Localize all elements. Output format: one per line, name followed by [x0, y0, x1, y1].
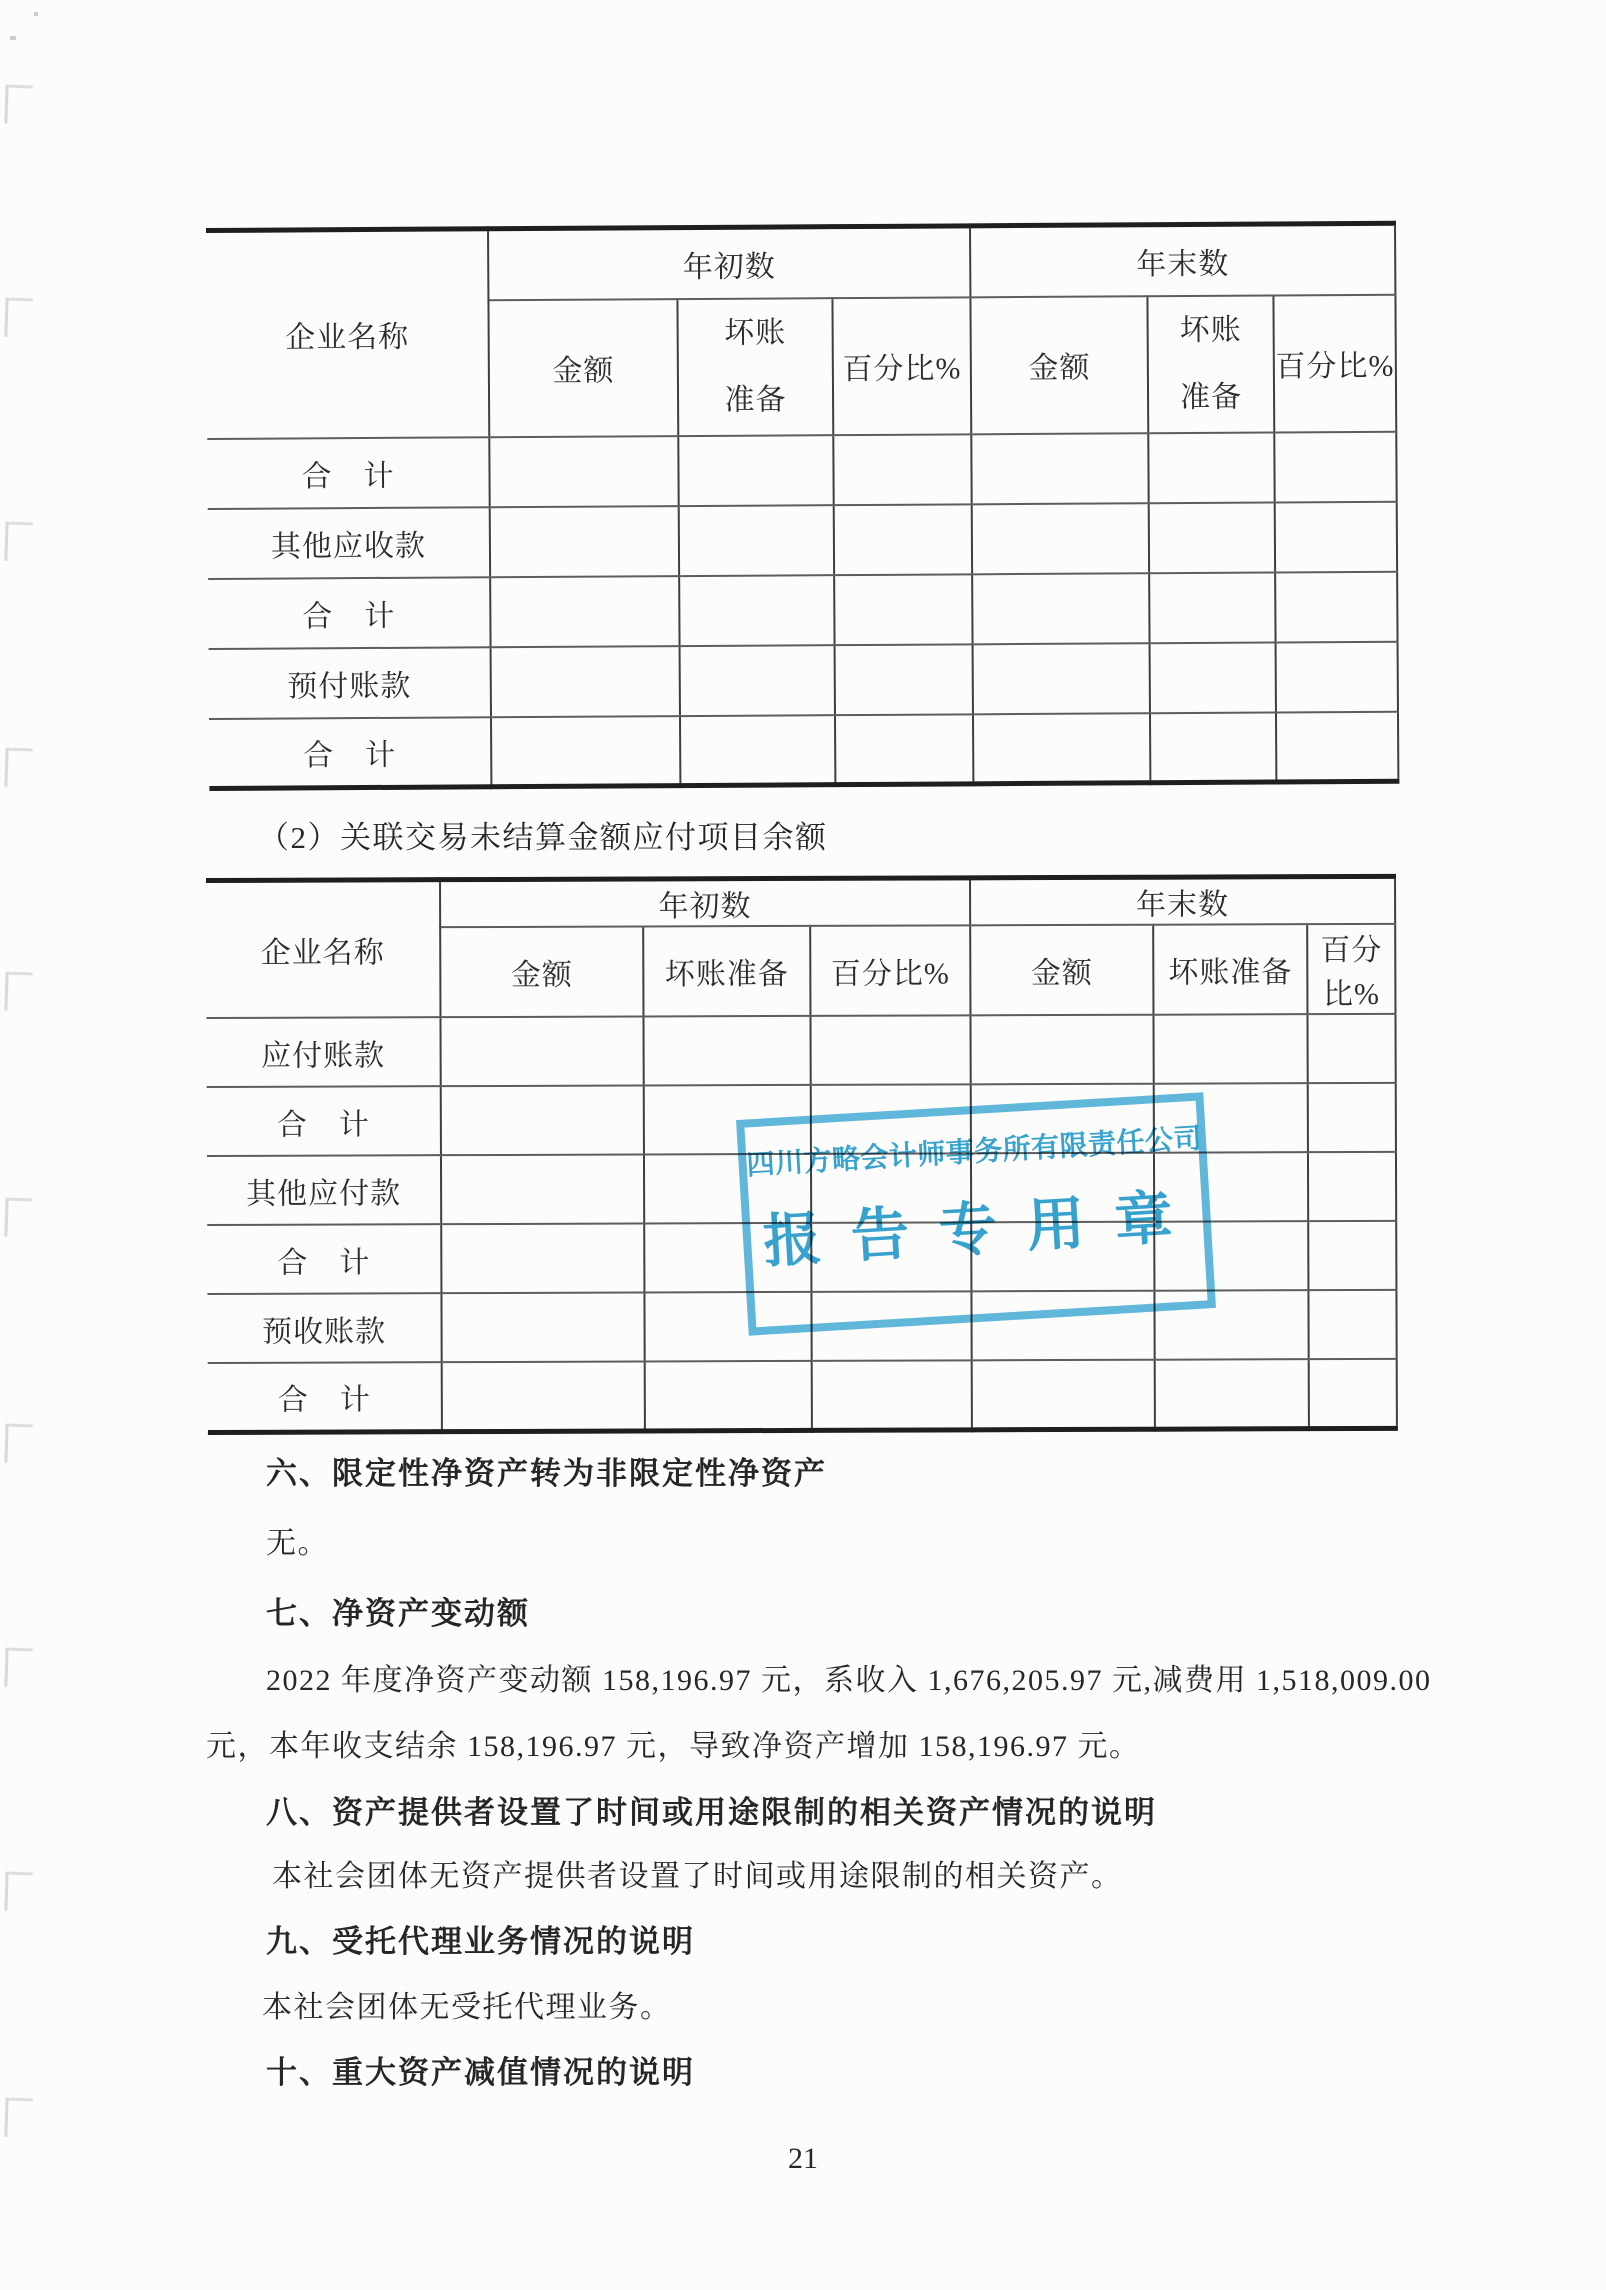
empty-cell — [1275, 501, 1397, 572]
header-bad-debt — [1147, 295, 1274, 433]
empty-cell — [1276, 711, 1398, 782]
audit-firm-stamp — [736, 1092, 1216, 1335]
empty-cell — [971, 433, 1148, 504]
section-heading-9: 九、受托代理业务情况的说明 — [266, 1924, 695, 1959]
empty-cell — [491, 646, 680, 717]
empty-cell — [680, 645, 835, 716]
header-begin-year: 年初数 — [440, 878, 970, 927]
empty-cell — [833, 434, 971, 505]
empty-cell — [1308, 1083, 1396, 1152]
empty-cell — [834, 574, 972, 645]
row-label-accounts-payable: 应付账款 — [206, 1017, 440, 1087]
header-amount: 金额 — [970, 925, 1153, 1016]
header-end-year: 年末数 — [970, 876, 1395, 925]
empty-cell — [680, 715, 835, 786]
binder-mark — [4, 1872, 32, 1912]
binder-mark — [4, 1198, 32, 1238]
empty-cell — [491, 716, 680, 787]
empty-cell — [1149, 502, 1275, 573]
empty-cell — [1309, 1359, 1397, 1428]
empty-cell — [442, 1361, 645, 1431]
binder-mark — [4, 85, 32, 125]
section-body: 本社会团体无资产提供者设置了时间或用途限制的相关资产。 — [272, 1860, 1123, 1893]
empty-cell — [441, 1223, 644, 1293]
header-bad-debt-line2: 准备 — [1179, 380, 1243, 415]
binder-mark — [4, 1648, 32, 1688]
row-label-total: 合 计 — [208, 1362, 442, 1432]
empty-cell — [972, 1360, 1155, 1430]
header-company-name: 企业名称 — [206, 880, 440, 1018]
row-label-total: 合 计 — [207, 1086, 441, 1156]
empty-cell — [490, 506, 679, 577]
empty-cell — [1275, 571, 1397, 642]
empty-cell — [810, 1015, 970, 1085]
empty-cell — [972, 573, 1149, 644]
header-bad-debt: 坏账准备 — [1153, 924, 1307, 1015]
row-label-prepayments: 预付账款 — [209, 647, 491, 719]
empty-cell — [1155, 1359, 1309, 1429]
section-2-heading: （2）关联交易未结算金额应付项目余额 — [258, 820, 828, 855]
section-heading-6: 六、限定性净资产转为非限定性净资产 — [266, 1456, 827, 1491]
empty-cell — [1308, 1152, 1396, 1221]
empty-cell — [973, 643, 1150, 714]
section-body-net-asset-change-line1: 2022 年度净资产变动额 158,196.97 元，系收入 1,676,205.97 元,减费用 1,518,009.00 — [266, 1664, 1432, 1697]
section-heading-7: 七、净资产变动额 — [266, 1596, 530, 1631]
section-heading-8: 八、资产提供者设置了时间或用途限制的相关资产情况的说明 — [266, 1795, 1157, 1830]
empty-cell — [489, 436, 678, 507]
empty-cell — [971, 1015, 1154, 1085]
header-end-year: 年末数 — [970, 223, 1395, 297]
row-label-other-payables: 其他应付款 — [207, 1155, 441, 1225]
empty-cell — [1308, 1014, 1396, 1083]
empty-cell — [835, 644, 973, 715]
header-bad-debt — [677, 298, 833, 436]
header-percent: 百分比% — [1307, 924, 1395, 1014]
empty-cell — [834, 504, 972, 575]
stamp-company-name: 四川方略会计师事务所有限责任公司 — [745, 1123, 1203, 1182]
row-label-other-receivables: 其他应收款 — [208, 507, 490, 579]
empty-cell — [441, 1154, 644, 1224]
empty-cell — [441, 1085, 644, 1155]
section-body: 本社会团体无受托代理业务。 — [262, 1991, 672, 2024]
binder-mark — [4, 1424, 32, 1464]
section-heading-10: 十、重大资产减值情况的说明 — [266, 2055, 695, 2090]
empty-cell — [490, 576, 679, 647]
binder-mark — [4, 298, 32, 338]
empty-cell — [812, 1360, 972, 1430]
footer-page-number: 21 — [788, 2142, 818, 2175]
row-label-advances-received: 预收账款 — [207, 1293, 441, 1363]
binder-mark — [4, 972, 32, 1012]
empty-cell — [1154, 1014, 1308, 1084]
empty-cell — [1308, 1290, 1396, 1359]
header-company-name: 企业名称 — [206, 229, 489, 439]
scan-speck — [10, 36, 16, 40]
section-body-net-asset-change-line2: 元，本年收支结余 158,196.97 元，导致净资产增加 158,196.97 元。 — [206, 1730, 1141, 1763]
header-amount: 金额 — [440, 926, 643, 1017]
header-percent: 百分比% — [1273, 294, 1396, 432]
empty-cell — [1150, 642, 1276, 713]
receivable-balance-table — [206, 221, 1399, 791]
header-amount: 金额 — [970, 296, 1148, 434]
empty-cell — [973, 713, 1150, 784]
row-label-total: 合 计 — [209, 717, 491, 789]
header-percent: 百分比% — [810, 925, 970, 1016]
empty-cell — [645, 1361, 812, 1431]
header-begin-year: 年初数 — [488, 226, 970, 300]
header-bad-debt-line1: 坏账 — [1179, 313, 1242, 347]
binder-mark — [4, 2098, 32, 2138]
header-amount: 金额 — [488, 299, 678, 437]
empty-cell — [679, 575, 834, 646]
header-bad-debt-line2: 准备 — [724, 383, 787, 417]
empty-cell — [440, 1016, 643, 1086]
header-bad-debt-line1: 坏账 — [724, 315, 787, 350]
binder-mark — [4, 522, 32, 562]
binder-mark — [4, 748, 32, 788]
empty-cell — [643, 1016, 810, 1086]
empty-cell — [1150, 712, 1276, 783]
empty-cell — [972, 503, 1149, 574]
empty-cell — [1149, 572, 1275, 643]
empty-cell — [1276, 641, 1398, 712]
empty-cell — [1148, 432, 1274, 503]
empty-cell — [1274, 431, 1396, 502]
header-bad-debt: 坏账准备 — [643, 926, 810, 1017]
empty-cell — [1308, 1221, 1396, 1290]
empty-cell — [441, 1292, 644, 1362]
header-percent: 百分比% — [832, 297, 971, 435]
row-label-total: 合 计 — [207, 1224, 441, 1294]
empty-cell — [679, 505, 834, 576]
stamp-seal-text: 报告专用章 — [761, 1183, 1205, 1275]
section-body: 无。 — [266, 1527, 329, 1560]
scan-speck — [34, 12, 38, 16]
empty-cell — [678, 435, 833, 506]
empty-cell — [835, 714, 973, 785]
row-label-total: 合 计 — [207, 437, 489, 509]
row-label-total: 合 计 — [208, 577, 490, 649]
